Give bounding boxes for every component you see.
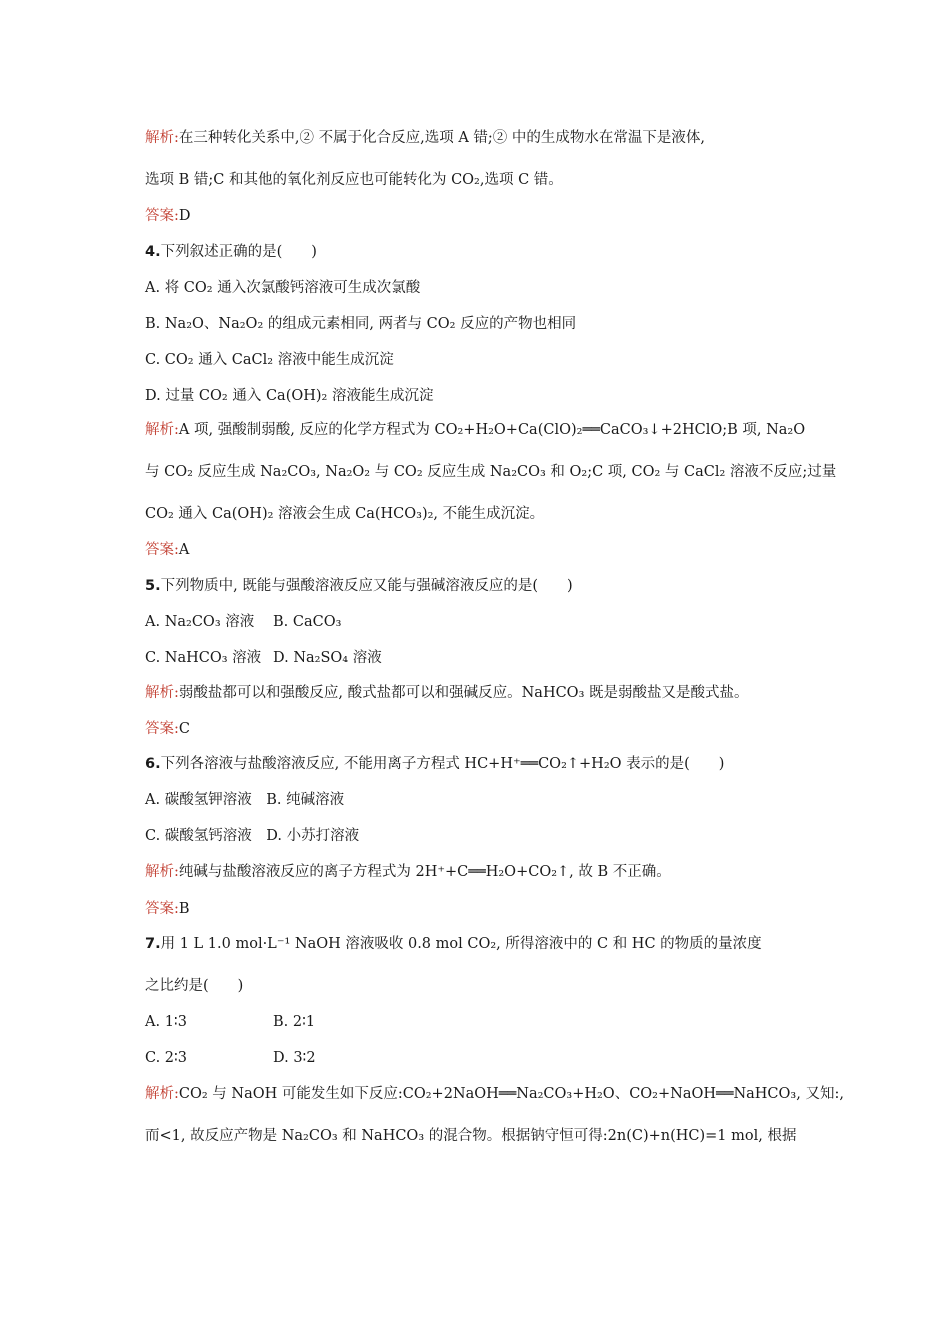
option-b: B. 2∶1 — [273, 1014, 316, 1030]
question-number: 7. — [145, 936, 161, 952]
option-d: D. Na₂SO₄ 溶液 — [273, 650, 382, 666]
question-text: 用 1 L 1.0 mol·L⁻¹ NaOH 溶液吸收 0.8 mol CO₂, 所得溶液中的 C 和 HC 的物质的量浓度 — [160, 936, 762, 952]
option-row: C. 碳酸氢钙溶液 D. 小苏打溶液 — [145, 828, 360, 844]
answer-line — [145, 719, 825, 739]
explanation-label: 解析: — [145, 1086, 179, 1102]
question-text: 下列物质中, 既能与强酸溶液反应又能与强碱溶液反应的是( ) — [160, 578, 573, 594]
question-stem — [145, 242, 825, 262]
option-a: A. 1∶3 — [145, 1014, 187, 1030]
answer-label: 答案: — [145, 208, 179, 224]
option-row — [145, 1048, 825, 1068]
option-a: A. Na₂CO₃ 溶液 — [145, 614, 255, 630]
explanation-text: 在三种转化关系中,② 不属于化合反应,选项 A 错;② 中的生成物水在常温下是液体, — [178, 130, 706, 146]
question-number: 4. — [145, 244, 161, 260]
answer-line — [145, 206, 825, 226]
explanation-text: 选项 B 错;C 和其他的氧化剂反应也可能转化为 CO₂,选项 C 错。 — [145, 172, 563, 188]
explanation-line — [145, 862, 825, 882]
explanation-text: 纯碱与盐酸溶液反应的离子方程式为 2H⁺+C══H₂O+CO₂↑, 故 B 不正确。 — [178, 864, 671, 880]
option-row — [145, 1012, 825, 1032]
answer-label: 答案: — [145, 721, 179, 737]
question-stem — [145, 754, 825, 774]
answer-label: 答案: — [145, 542, 179, 558]
question-number: 5. — [145, 578, 161, 594]
option-row — [145, 648, 825, 668]
explanation-label: 解析: — [145, 130, 179, 146]
explanation-line — [145, 420, 825, 440]
question-stem — [145, 934, 825, 954]
answer-label: 答案: — [145, 901, 179, 917]
answer-value: A — [178, 542, 190, 558]
question-text: 之比约是( ) — [145, 978, 244, 994]
question-stem — [145, 576, 825, 596]
answer-line — [145, 540, 825, 560]
option-b: B. CaCO₃ — [273, 614, 342, 630]
option-row — [145, 612, 825, 632]
explanation-line — [145, 1084, 844, 1104]
option-c: C. 2∶3 — [145, 1050, 188, 1066]
option-b: B. Na₂O、Na₂O₂ 的组成元素相同, 两者与 CO₂ 反应的产物也相同 — [145, 316, 577, 332]
answer-value: D — [178, 208, 191, 224]
option-a: A. 将 CO₂ 通入次氯酸钙溶液可生成次氯酸 — [145, 280, 421, 296]
answer-line — [145, 899, 825, 919]
option-row: A. 碳酸氢钾溶液 B. 纯碱溶液 — [145, 792, 345, 808]
option-d: D. 3∶2 — [273, 1050, 316, 1066]
explanation-text: A 项, 强酸制弱酸, 反应的化学方程式为 CO₂+H₂O+Ca(ClO)₂══CaCO₃↓+2HClO;B 项, Na₂O — [178, 422, 806, 438]
explanation-text: CO₂ 通入 Ca(OH)₂ 溶液会生成 Ca(HCO₃)₂, 不能生成沉淀。 — [145, 506, 545, 522]
option-d: D. 过量 CO₂ 通入 Ca(OH)₂ 溶液能生成沉淀 — [145, 388, 434, 404]
option-c: C. CO₂ 通入 CaCl₂ 溶液中能生成沉淀 — [145, 352, 394, 368]
explanation-label: 解析: — [145, 685, 179, 701]
answer-value: C — [178, 721, 190, 737]
answer-value: B — [178, 901, 190, 917]
explanation-line — [145, 128, 825, 148]
question-text: 下列叙述正确的是( ) — [160, 244, 317, 260]
option-c: C. NaHCO₃ 溶液 — [145, 650, 262, 666]
question-text: 下列各溶液与盐酸溶液反应, 不能用离子方程式 HC+H⁺══CO₂↑+H₂O 表示的是( ) — [160, 756, 725, 772]
explanation-line — [145, 683, 825, 703]
explanation-label: 解析: — [145, 864, 179, 880]
explanation-text: 而<1, 故反应产物是 Na₂CO₃ 和 NaHCO₃ 的混合物。根据钠守恒可得:2n(C)+n(HC)=1 mol, 根据 — [145, 1128, 797, 1144]
explanation-label: 解析: — [145, 422, 179, 438]
explanation-text: CO₂ 与 NaOH 可能发生如下反应:CO₂+2NaOH══Na₂CO₃+H₂O、CO₂+NaOH══NaHCO₃, 又知:, — [178, 1086, 844, 1102]
explanation-text: 弱酸盐都可以和强酸反应, 酸式盐都可以和强碱反应。NaHCO₃ 既是弱酸盐又是酸式盐。 — [178, 685, 749, 701]
question-number: 6. — [145, 756, 161, 772]
explanation-text: 与 CO₂ 反应生成 Na₂CO₃, Na₂O₂ 与 CO₂ 反应生成 Na₂CO₃ 和 O₂;C 项, CO₂ 与 CaCl₂ 溶液不反应;过量 — [145, 464, 837, 480]
